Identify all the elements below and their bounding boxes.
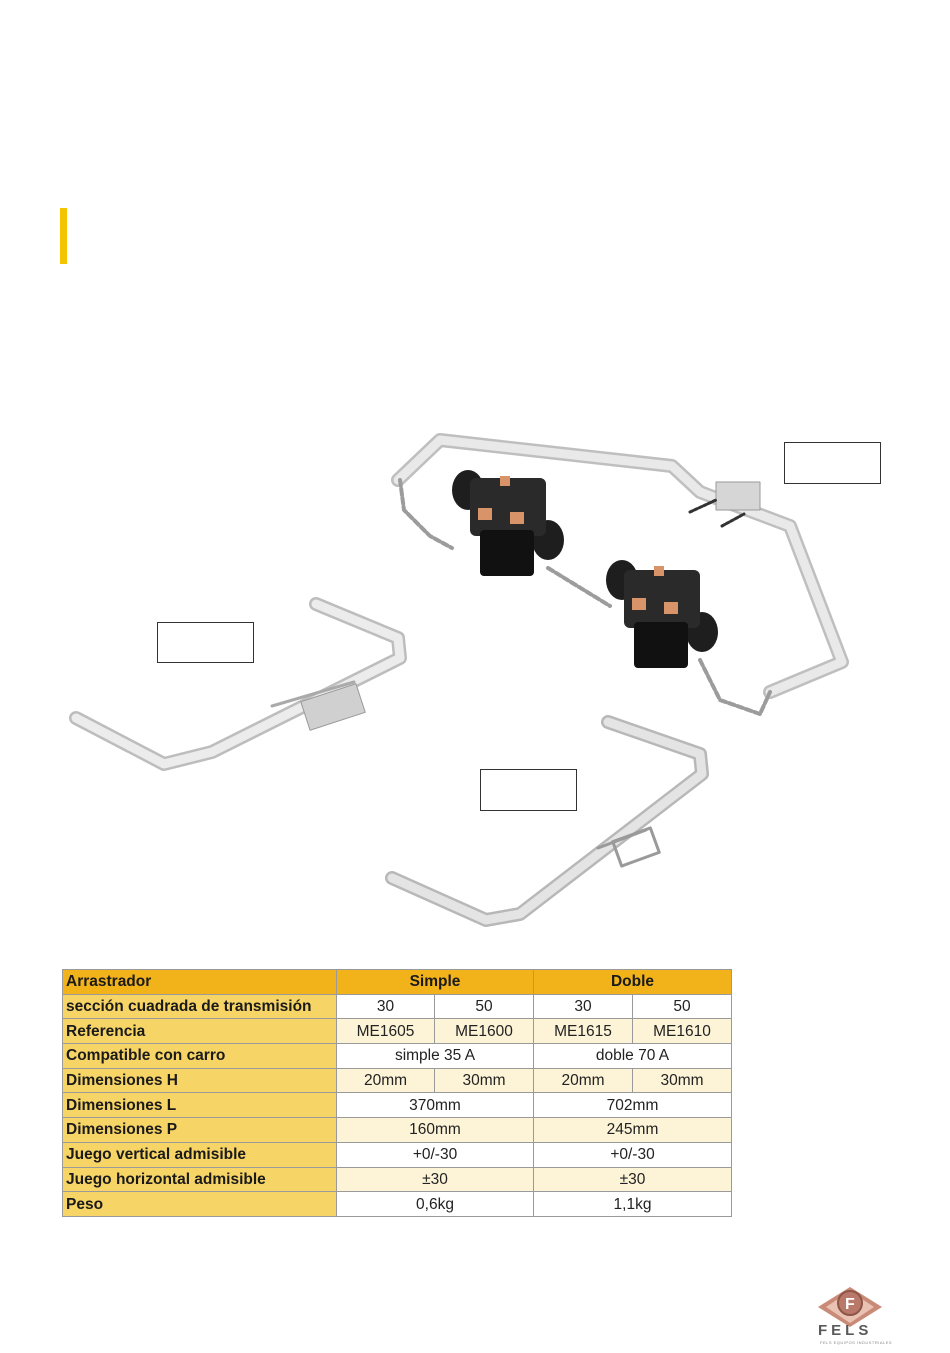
product-illustration <box>0 400 950 960</box>
table-cell: 20mm <box>337 1068 435 1093</box>
table-row <box>63 994 732 1019</box>
table-cell: 30mm <box>435 1068 534 1093</box>
callout-box-simple-left <box>157 622 254 663</box>
row-label: Juego vertical admisible <box>63 1142 337 1167</box>
table-cell: ±30 <box>534 1167 732 1192</box>
table-cell: doble 70 A <box>534 1044 732 1069</box>
table-row <box>63 1142 732 1167</box>
table-row <box>63 1167 732 1192</box>
header-label: Arrastrador <box>63 970 337 995</box>
table-cell: simple 35 A <box>337 1044 534 1069</box>
row-label: Dimensiones P <box>63 1118 337 1143</box>
table-cell: 50 <box>633 994 732 1019</box>
callout-box-simple-bottom <box>480 769 577 811</box>
specifications-table <box>62 969 732 1217</box>
row-label: Referencia <box>63 1019 337 1044</box>
table-cell: ME1615 <box>534 1019 633 1044</box>
row-label: Juego horizontal admisible <box>63 1167 337 1192</box>
table-cell: 160mm <box>337 1118 534 1143</box>
table-cell: 370mm <box>337 1093 534 1118</box>
table-row <box>63 1044 732 1069</box>
svg-text:F: F <box>845 1296 855 1313</box>
table-cell: 245mm <box>534 1118 732 1143</box>
simple-drag-arm-bottom <box>392 722 702 920</box>
logo-text: FELS <box>818 1322 873 1339</box>
drag-arm-drawing <box>0 400 950 960</box>
table-row <box>63 1068 732 1093</box>
table-header-row <box>63 970 732 995</box>
table-cell: 702mm <box>534 1093 732 1118</box>
table-row <box>63 1192 732 1217</box>
table-cell: ±30 <box>337 1167 534 1192</box>
row-label: Peso <box>63 1192 337 1217</box>
table-cell: 1,1kg <box>534 1192 732 1217</box>
trolley-2 <box>606 560 718 668</box>
table-cell: ME1610 <box>633 1019 732 1044</box>
section-accent-bar <box>60 208 67 264</box>
trolley-1 <box>452 470 564 576</box>
row-label: Dimensiones H <box>63 1068 337 1093</box>
callout-box-double <box>784 442 881 484</box>
table-cell: 50 <box>435 994 534 1019</box>
table-cell: ME1600 <box>435 1019 534 1044</box>
table-cell: +0/-30 <box>337 1142 534 1167</box>
table-row <box>63 1019 732 1044</box>
table-row <box>63 1118 732 1143</box>
table-cell: ME1605 <box>337 1019 435 1044</box>
table-cell: +0/-30 <box>534 1142 732 1167</box>
table-row <box>63 1093 732 1118</box>
table-cell: 30 <box>534 994 633 1019</box>
row-label: Dimensiones L <box>63 1093 337 1118</box>
table-cell: 20mm <box>534 1068 633 1093</box>
header-group-doble: Doble <box>534 970 732 995</box>
table-cell: 0,6kg <box>337 1192 534 1217</box>
logo-tagline: FELS EQUIPOS INDUSTRIALES <box>820 1340 893 1345</box>
row-label: sección cuadrada de transmisión <box>63 994 337 1019</box>
table-cell: 30mm <box>633 1068 732 1093</box>
header-group-simple: Simple <box>337 970 534 995</box>
table-cell: 30 <box>337 994 435 1019</box>
row-label: Compatible con carro <box>63 1044 337 1069</box>
